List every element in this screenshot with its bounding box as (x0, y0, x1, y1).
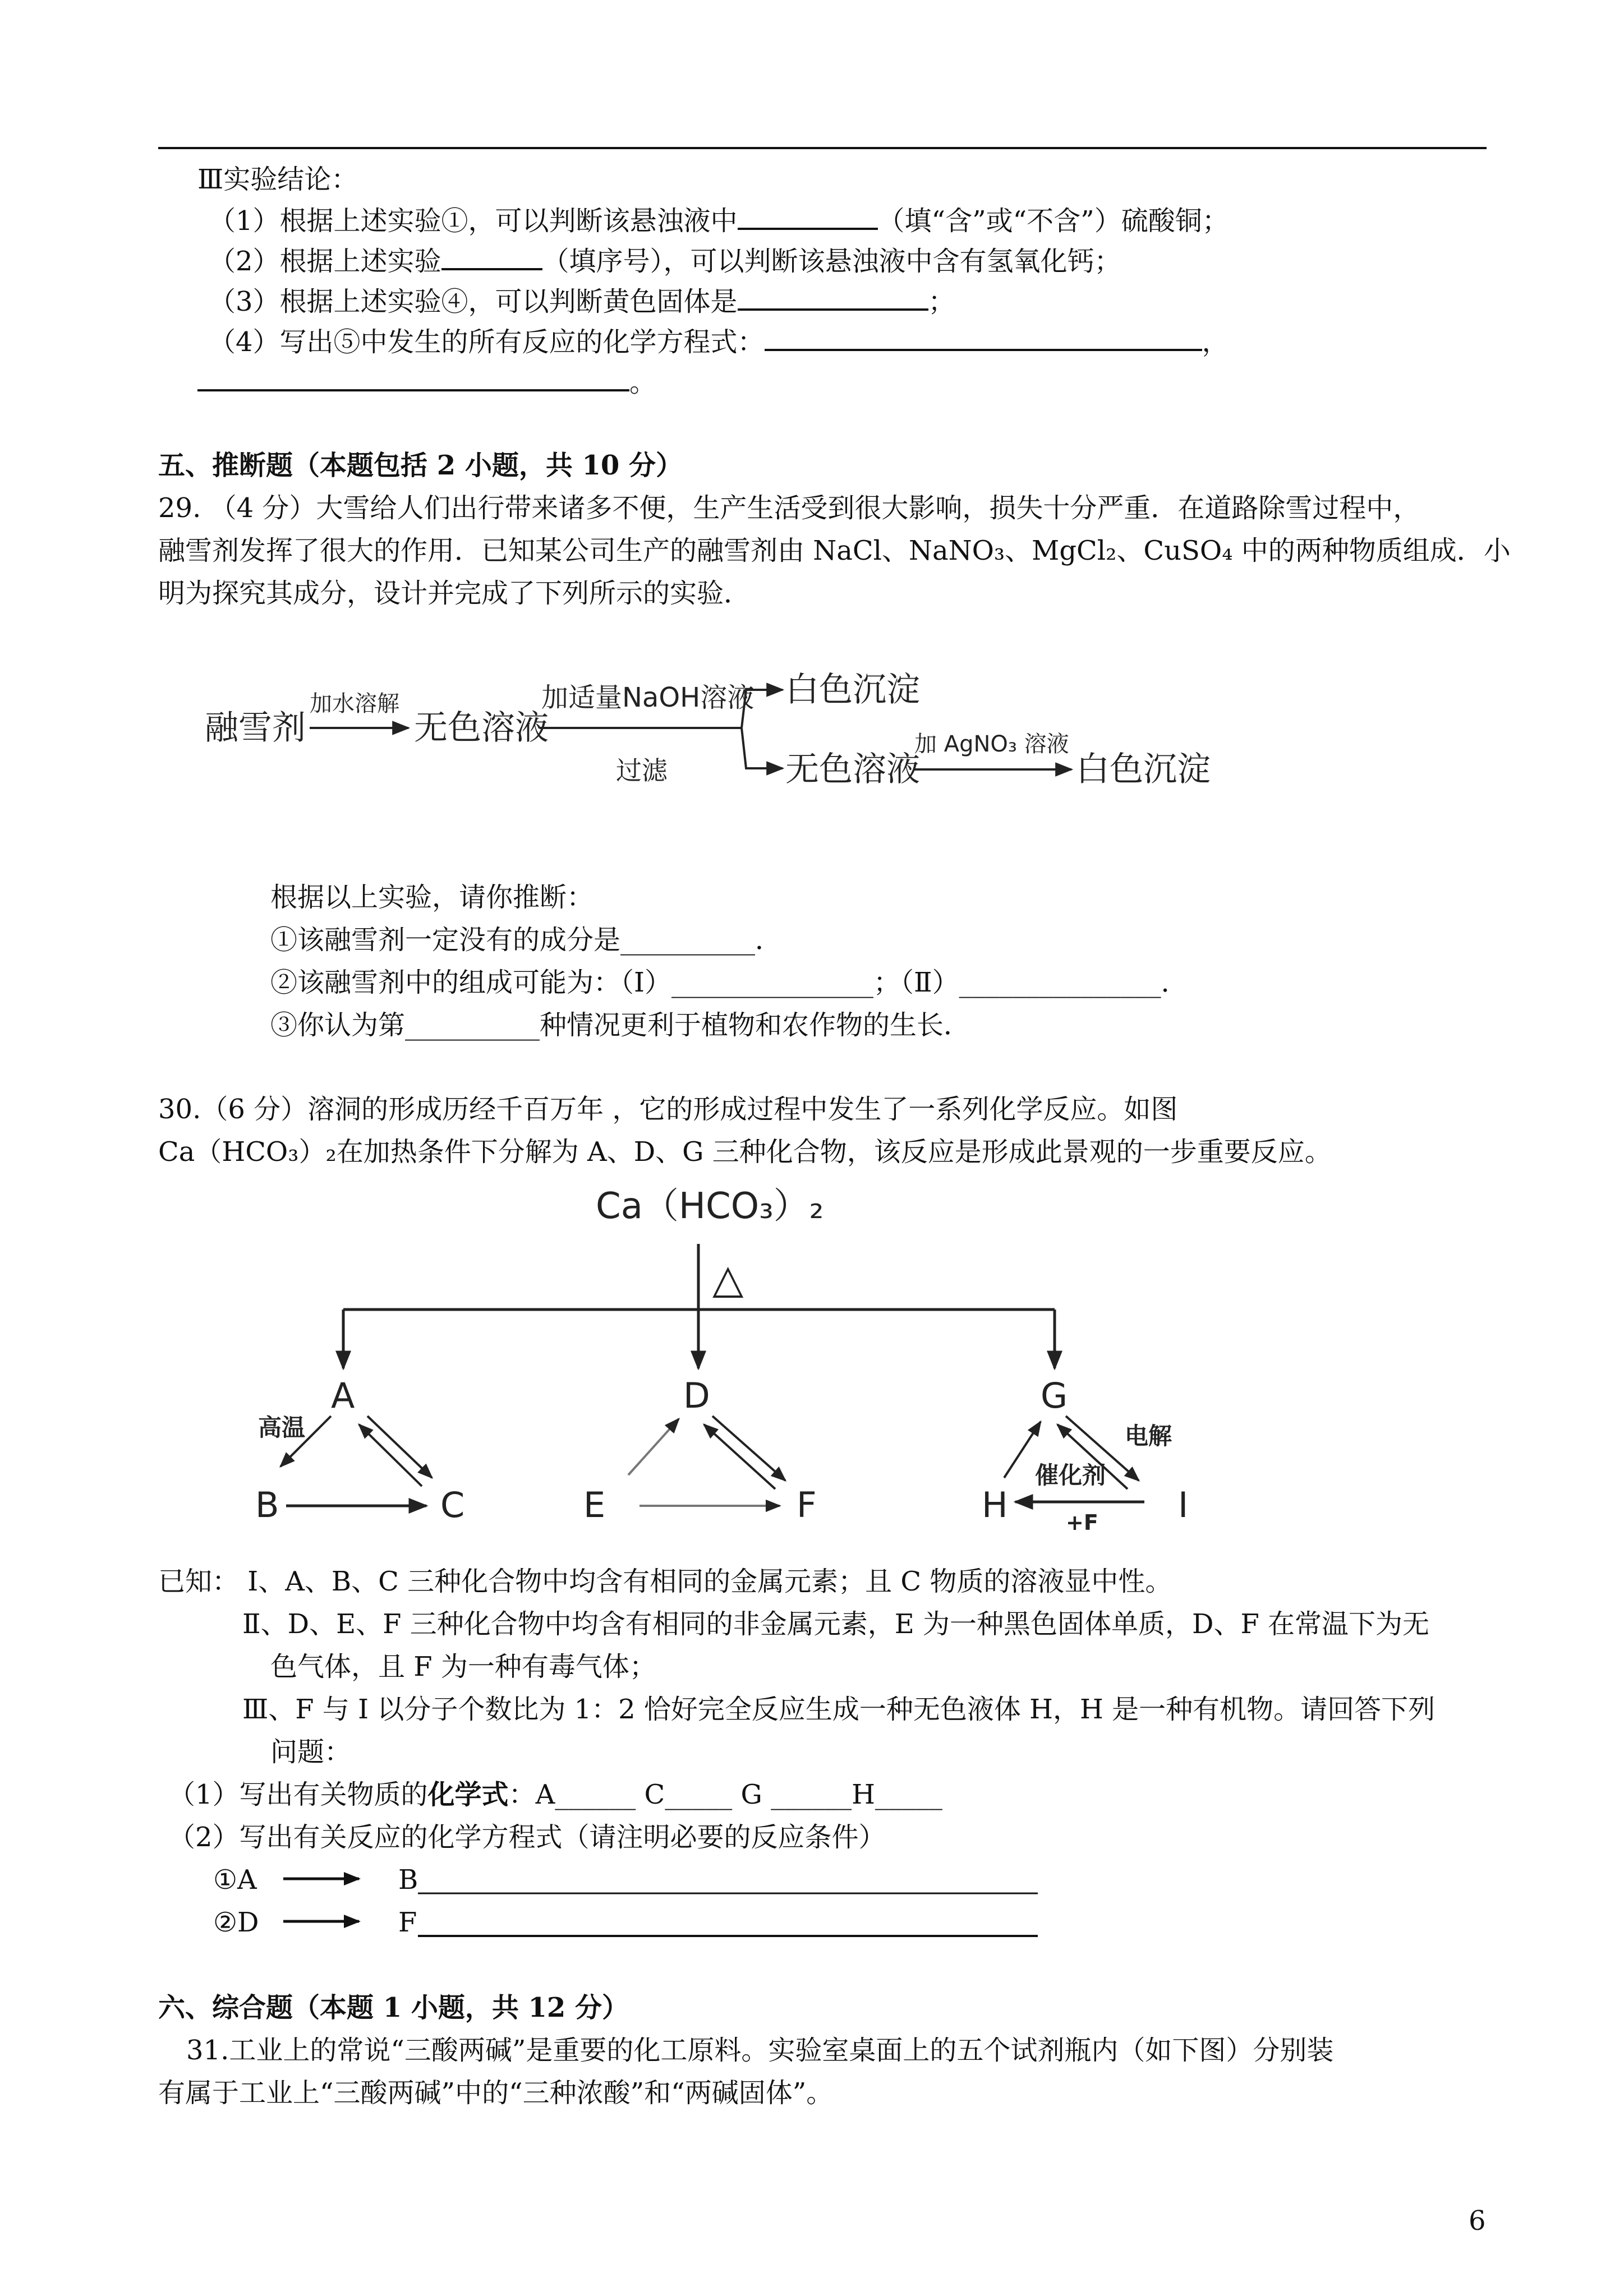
section5-title: 五、推断题（本题包括 2 小题，共 10 分） (158, 450, 683, 481)
known-1: 已知： Ⅰ、A、B、C 三种化合物中均含有相同的金属元素；且 C 物质的溶液显中性。 (158, 1566, 1172, 1597)
page-number: 6 (1469, 2205, 1486, 2237)
flow-out1: 白色沉淀 (785, 670, 920, 709)
q29-line2: 融雪剂发挥了很大的作用．已知某公司生产的融雪剂由 NaCl、NaNO₃、MgCl₂、CuSO₄ 中的两种物质组成．小 (158, 535, 1511, 566)
q29-line1: 29. （4 分）大雪给人们出行带来诸多不便，生产生活受到很大影响，损失十分严重．在道路除雪过程中， (158, 492, 1420, 524)
known-3b: 问题： (270, 1736, 352, 1768)
node-E: E (583, 1484, 606, 1525)
q30-line2: Ca（HCO₃）₂在加热条件下分解为 A、D、G 三种化合物，该反应是形成此景观的一步重要反应。 (158, 1136, 1332, 1168)
q2-text-b: （填序号），可以判断该悬浊液中含有氢氧化钙； (542, 246, 1121, 277)
q1-text-b: （填“含”或“不含”）硫酸铜； (877, 205, 1229, 237)
flow-out2: 无色溶液 (785, 750, 920, 789)
label-dianjie: 电解 (1125, 1422, 1172, 1450)
label-plusF: +F (1066, 1510, 1098, 1535)
q29-s3: ③你认为第__________种情况更利于植物和农作物的生长． (270, 1009, 971, 1041)
eq2-right: F (398, 1907, 417, 1938)
q3-text-a: （3）根据上述实验④，可以判断黄色固体是 (209, 286, 738, 317)
flow-out3: 白色沉淀 (1076, 750, 1211, 789)
flow-step1: 加水溶解 (310, 691, 399, 717)
flow-mid: 无色溶液 (414, 708, 549, 748)
q30-line1: 30.（6 分）溶洞的形成历经千百万年 ，它的形成过程中发生了一系列化学反应。如图 (158, 1094, 1178, 1125)
q29-line3: 明为探究其成分，设计并完成了下列所示的实验． (158, 578, 751, 609)
section6-title: 六、综合题（本题 1 小题，共 12 分） (158, 1992, 629, 2023)
node-I: I (1178, 1484, 1189, 1525)
node-D: D (683, 1375, 710, 1416)
q29-s2: ②该融雪剂中的组成可能为：（Ⅰ）_______________；（Ⅱ）_______________． (270, 967, 1188, 998)
q4-text-a: （4）写出⑤中发生的所有反应的化学方程式： (209, 326, 765, 358)
q29-s1: ①该融雪剂一定没有的成分是__________． (270, 924, 783, 956)
node-C: C (440, 1484, 465, 1525)
diagram-top: Ca（HCO₃）₂ (596, 1186, 824, 1227)
eq2-left: ②D (213, 1907, 259, 1938)
delta-symbol: △ (712, 1255, 744, 1302)
label-cuihuaji: 催化剂 (1035, 1461, 1106, 1489)
sub-question-2: （2）写出有关反应的化学方程式（请注明必要的反应条件） (168, 1822, 886, 1853)
eq1-right: B (398, 1864, 418, 1896)
sub1-text-b: 化学式 (427, 1779, 509, 1810)
flow-start: 融雪剂 (205, 708, 306, 748)
node-G: G (1041, 1375, 1068, 1416)
node-A: A (331, 1375, 355, 1416)
node-H: H (982, 1484, 1008, 1525)
sub1-text-a: （1）写出有关物质的 (168, 1779, 428, 1810)
known-2b: 色气体，且 F 为一种有毒气体； (270, 1651, 656, 1682)
node-B: B (255, 1484, 279, 1525)
q31-line2: 有属于工业上“三酸两碱”中的“三种浓酸”和“两碱固体”。 (158, 2077, 834, 2109)
known-2a: Ⅱ、D、E、F 三种化合物中均含有相同的非金属元素，E 为一种黑色固体单质，D、F 在常温下为无 (242, 1608, 1430, 1640)
q3-text-b: ； (928, 286, 955, 317)
flow-step2b: 过滤 (616, 755, 668, 786)
label-gaowen: 高温 (258, 1414, 306, 1441)
node-F: F (797, 1484, 817, 1525)
q29-ask: 根据以上实验，请你推断： (270, 882, 594, 913)
q2-text-a: （2）根据上述实验 (209, 246, 441, 277)
sub1-text-c: ：A______ C_____ G ______H_____ (508, 1779, 942, 1810)
q31-line1: 31.工业上的常说“三酸两碱”是重要的化工原料。实验室桌面上的五个试剂瓶内（如下图）分别装 (186, 2035, 1334, 2066)
flow-step2: 加适量NaOH溶液 (541, 682, 755, 713)
flow-step3: 加 AgNO₃ 溶液 (914, 731, 1069, 757)
eq1-left: ①A (213, 1864, 257, 1896)
q1-text-a: （1）根据上述实验①，可以判断该悬浊液中 (209, 205, 738, 237)
conclusion-heading: Ⅲ实验结论： (197, 164, 358, 195)
q4-text-b: ， (1202, 326, 1229, 358)
known-3a: Ⅲ、F 与 I 以分子个数比为 1：2 恰好完全反应生成一种无色液体 H，H 是一种有机物。请回答下列 (242, 1694, 1436, 1725)
q4-end: 。 (629, 367, 657, 398)
